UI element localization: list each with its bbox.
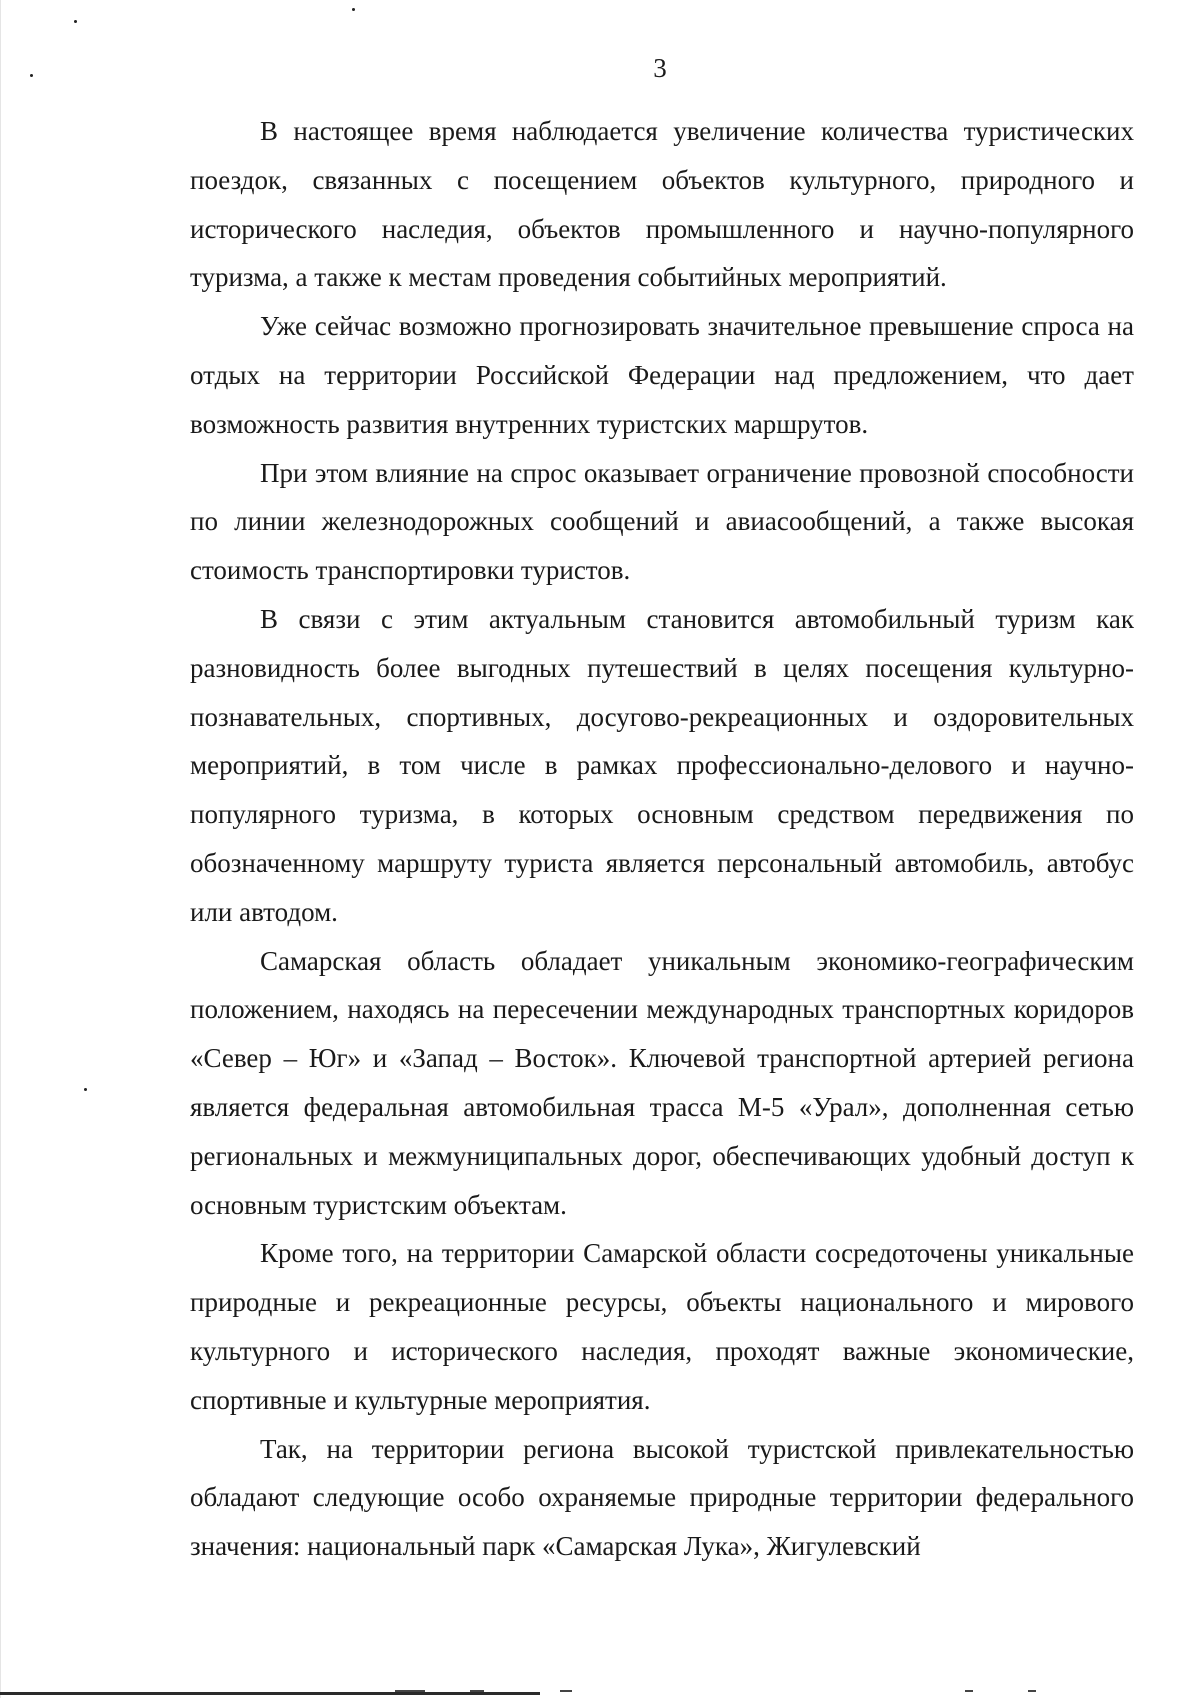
paragraph: Уже сейчас возможно прогнозировать значительное превышение спроса на отдых на территории Российской Федерации над предложением, что дает возможность развития внутренних туристских маршрутов. [190, 311, 1134, 439]
paragraph: Кроме того, на территории Самарской области сосредоточены уникальные природные и рекреационные ресурсы, объекты национального и мирового культурного и исторического наследия, проходят важные экономические, спортивные и культурные мероприятия. [190, 1238, 1134, 1415]
scan-mark [470, 1690, 484, 1692]
scan-mark [560, 1690, 572, 1692]
scan-mark [965, 1690, 973, 1692]
paragraph: В связи с этим актуальным становится автомобильный туризм как разновидность более выгодных путешествий в целях посещения культурно-познавательных, спортивных, досугово-рекреационных и оздоровительных мероприятий, в том числе в рамках профессионально-делового и научно-популярного туризма, в которых основным средством передвижения по обозначенному маршруту туриста является персональный автомобиль, автобус или автодом. [190, 603, 1134, 927]
scan-mark [1028, 1690, 1036, 1692]
paragraph: В настоящее время наблюдается увеличение количества туристических поездок, связанных с посещением объектов культурного, природного и исторического наследия, объектов промышленного и научно-популярного туризма, а также к местам проведения событийных мероприятий. [190, 116, 1134, 293]
scan-bottom-line [0, 1692, 540, 1695]
paragraph: Самарская область обладает уникальным экономико-географическим положением, находясь на пересечении международных транспортных коридоров «Север – Юг» и «Запад – Восток». Ключевой транспортной артерией региона является федеральная автомобильная трасса М-5 «Урал», дополненная сетью региональных и межмуниципальных дорог, обеспечивающих удобный доступ к основным туристским объектам. [190, 945, 1134, 1220]
scan-speck [74, 20, 77, 23]
scan-speck [352, 8, 355, 11]
paragraph: При этом влияние на спрос оказывает ограничение провозной способности по линии железнодорожных сообщений и авиасообщений, а также высокая стоимость транспортировки туристов. [190, 457, 1134, 586]
page-number: 3 [653, 53, 667, 83]
scan-speck [84, 1088, 87, 1091]
document-body [190, 107, 1134, 1571]
scan-left-edge [0, 0, 1, 1698]
paragraph: Так, на территории региона высокой туристской привлекательностью обладают следующие особо охраняемые природные территории федерального значения: национальный парк «Самарская Лука», Жигулевский [190, 1433, 1134, 1562]
scan-mark [395, 1690, 425, 1692]
